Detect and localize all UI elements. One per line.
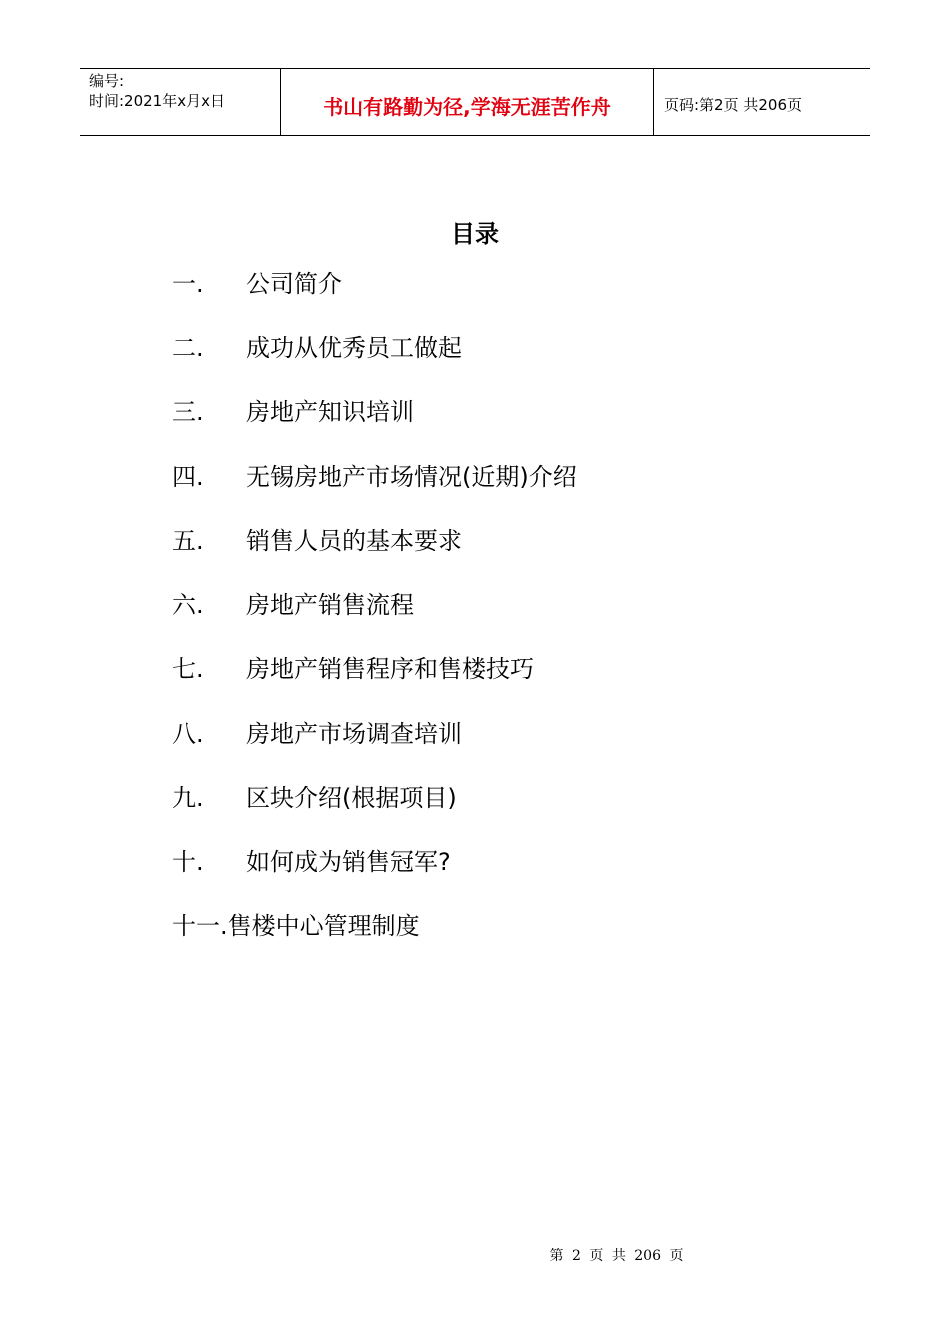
footer-page-number: 2 — [571, 1248, 581, 1264]
toc-item-text: 房地产销售流程 — [246, 591, 414, 619]
toc-item — [172, 908, 420, 944]
footer-total-pages: 206 — [634, 1248, 661, 1264]
toc-item — [172, 266, 342, 302]
header-meta — [80, 69, 281, 135]
toc-item — [172, 716, 462, 752]
toc-item-text: 如何成为销售冠军? — [246, 848, 451, 876]
toc-item-text: 公司简介 — [246, 270, 342, 298]
toc-item-text: 无锡房地产市场情况(近期)介绍 — [246, 463, 577, 491]
toc-item — [172, 844, 451, 880]
page-footer — [0, 1246, 950, 1266]
footer-page-word: 页 — [589, 1248, 604, 1264]
toc-item-number: 五. — [172, 527, 204, 555]
toc-item — [172, 587, 414, 623]
toc-item — [172, 394, 414, 430]
footer-total-word: 共 — [611, 1248, 626, 1264]
toc-item-number: 二. — [172, 334, 204, 362]
toc-item-number: 十一. — [172, 912, 228, 940]
toc-item-text: 成功从优秀员工做起 — [246, 334, 462, 362]
toc-item-text: 房地产销售程序和售楼技巧 — [246, 655, 534, 683]
toc-item — [172, 780, 457, 816]
toc-item-text: 房地产市场调查培训 — [246, 720, 462, 748]
toc-item-number: 十. — [172, 848, 204, 876]
toc-item — [172, 330, 462, 366]
toc-title: 目录 — [451, 220, 499, 248]
toc-item-text: 售楼中心管理制度 — [227, 912, 420, 940]
toc-item — [172, 459, 577, 495]
toc-item-text: 房地产知识培训 — [246, 398, 414, 426]
footer-suffix: 页 — [669, 1248, 684, 1264]
toc-item-number: 一. — [172, 270, 204, 298]
toc-item — [172, 523, 462, 559]
toc-item-number: 九. — [172, 784, 204, 812]
toc-item-number: 八. — [172, 720, 204, 748]
toc-item-number: 四. — [172, 463, 204, 491]
toc-item-text: 销售人员的基本要求 — [246, 527, 462, 555]
page-header — [80, 68, 870, 136]
toc-item-number: 六. — [172, 591, 204, 619]
header-motto: 书山有路勤为径,学海无涯苦作舟 — [281, 69, 654, 135]
toc-item — [172, 651, 534, 687]
toc-item-number: 三. — [172, 398, 204, 426]
toc-item-text: 区块介绍(根据项目) — [246, 784, 457, 812]
document-number-label: 编号: — [89, 72, 125, 90]
document-time-label: 时间:2021年x月x日 — [89, 92, 225, 110]
toc-item-number: 七. — [172, 655, 204, 683]
footer-prefix: 第 — [549, 1248, 564, 1264]
header-page-info: 页码:第2页 共206页 — [664, 95, 802, 114]
